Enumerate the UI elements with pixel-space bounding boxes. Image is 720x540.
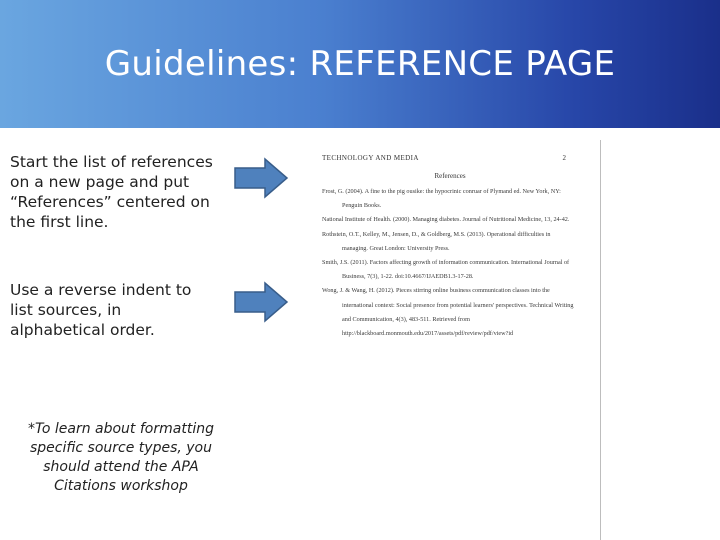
reference-entry: Rothstein, O.T., Kelley, M., Jensen, D., & Goldberg, M.S. (2013). Operational difficulties in managing. Great London: University Press. [322,230,551,252]
reference-entry: Wong, J. & Wang, H. (2012). Pieces stirring online business communication classes into the international context: Social presence from potential learners' perspectives. Technical Writing and Communication, 4(3), 483-511. Retrieved from http://blackboard.monmouth.edu/2017/assets/pdf/review/pdf/view?id [322,287,574,338]
running-head: TECHNOLOGY AND MEDIA [322,154,419,162]
workshop-note: *To learn about formatting specific source types, you should attend the APA Citations workshop [28,421,214,494]
slide-title: Guidelines: REFERENCE PAGE [104,44,616,84]
right-arrow-icon [233,281,289,323]
indent-instruction: Use a reverse indent to list sources, in alphabetical order. [10,281,192,339]
page-number: 2 [562,154,566,162]
reference-page-example [300,140,601,540]
title-banner [0,0,720,128]
reference-entry: National Institute of Health. (2000). Managing diabetes. Journal of Nutritional Medicine, 13, 24-42. [322,216,570,224]
references-heading: References [434,172,466,180]
reference-entry: Frost, G. (2004). A fine to the pig ousike: the hypocrinic conruar of Plymand ed. New York, NY: Penguin Books. [322,188,561,210]
reference-entry: Smith, J.S. (2011). Factors affecting growth of information communication. International Journal of Business, 7(3), 1-22. doi:10.4667/IJAEDB1.3-17-28. [322,259,570,281]
right-arrow-icon [233,157,289,199]
reference-list [322,185,577,341]
start-instruction: Start the list of references on a new page and put “References” centered on the first line. [10,153,213,231]
